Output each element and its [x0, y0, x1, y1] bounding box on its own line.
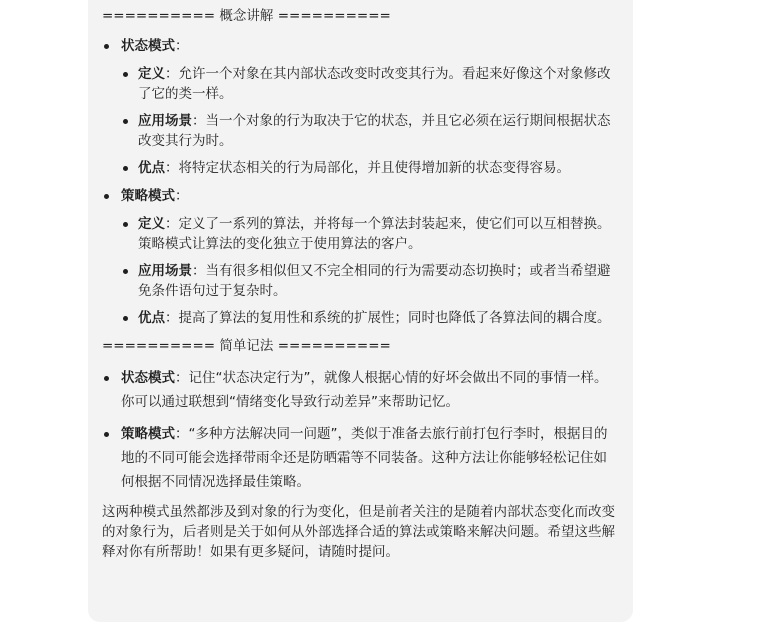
state-pattern-details: [121, 64, 619, 178]
assistant-message: [88, 0, 633, 622]
state-pattern-title: 状态模式: [121, 38, 175, 54]
concept-list: [102, 36, 619, 328]
list-item: 策略模式：“多种方法解决同一问题”，类似于准备去旅行前打包行李时，根据目的地的不同可能会选择带雨伞还是防晒霜等不同装备。这种方法让你能够轻松记住如何根据不同情况选择最佳策略。: [102, 422, 619, 494]
strategy-pattern-item: 策略模式： 定义：定义了一系列的算法，并将每一个算法封装起来，使它们可以互相替换。策略模式让算法的变化独立于使用算法的客户。 应用场景：当有很多相似但又不完全相同的行为需要动态切换时；或者当希望避免条件语句过于复杂时。 优点：提高了算法的复用性和系统的扩展性；同时也降低了各算法间的耦合度。: [102, 186, 619, 328]
list-item: 应用场景：当有很多相似但又不完全相同的行为需要动态切换时；或者当希望避免条件语句过于复杂时。: [121, 261, 619, 301]
strategy-pattern-details: [121, 214, 619, 328]
memory-section-header: ========== 简单记法 ==========: [102, 338, 391, 354]
memory-list: [102, 366, 619, 494]
strategy-pattern-title: 策略模式: [121, 188, 175, 204]
list-item: 定义：定义了一系列的算法，并将每一个算法封装起来，使它们可以互相替换。策略模式让算法的变化独立于使用算法的客户。: [121, 214, 619, 254]
list-item: 应用场景：当一个对象的行为取决于它的状态，并且它必须在运行期间根据状态改变其行为时。: [121, 111, 619, 151]
state-pattern-item: 状态模式： 定义：允许一个对象在其内部状态改变时改变其行为。看起来好像这个对象修改了它的类一样。 应用场景：当一个对象的行为取决于它的状态，并且它必须在运行期间根据状态改变其行为时。 优点：将特定状态相关的行为局部化，并且使得增加新的状态变得容易。: [102, 36, 619, 178]
closing-paragraph: 这两种模式虽然都涉及到对象的行为变化，但是前者关注的是随着内部状态变化而改变的对象行为，后者则是关于如何从外部选择合适的算法或策略来解决问题。希望这些解释对你有所帮助！如果有更多疑问，请随时提问。: [102, 504, 615, 560]
list-item: 状态模式：记住“状态决定行为”，就像人根据心情的好坏会做出不同的事情一样。你可以通过联想到“情绪变化导致行动差异”来帮助记忆。: [102, 366, 619, 414]
list-item: 优点：将特定状态相关的行为局部化，并且使得增加新的状态变得容易。: [121, 158, 619, 178]
list-item: 优点：提高了算法的复用性和系统的扩展性；同时也降低了各算法间的耦合度。: [121, 308, 619, 328]
list-item: 定义：允许一个对象在其内部状态改变时改变其行为。看起来好像这个对象修改了它的类一样。: [121, 64, 619, 104]
concept-section-header: ========== 概念讲解 ==========: [102, 8, 391, 24]
